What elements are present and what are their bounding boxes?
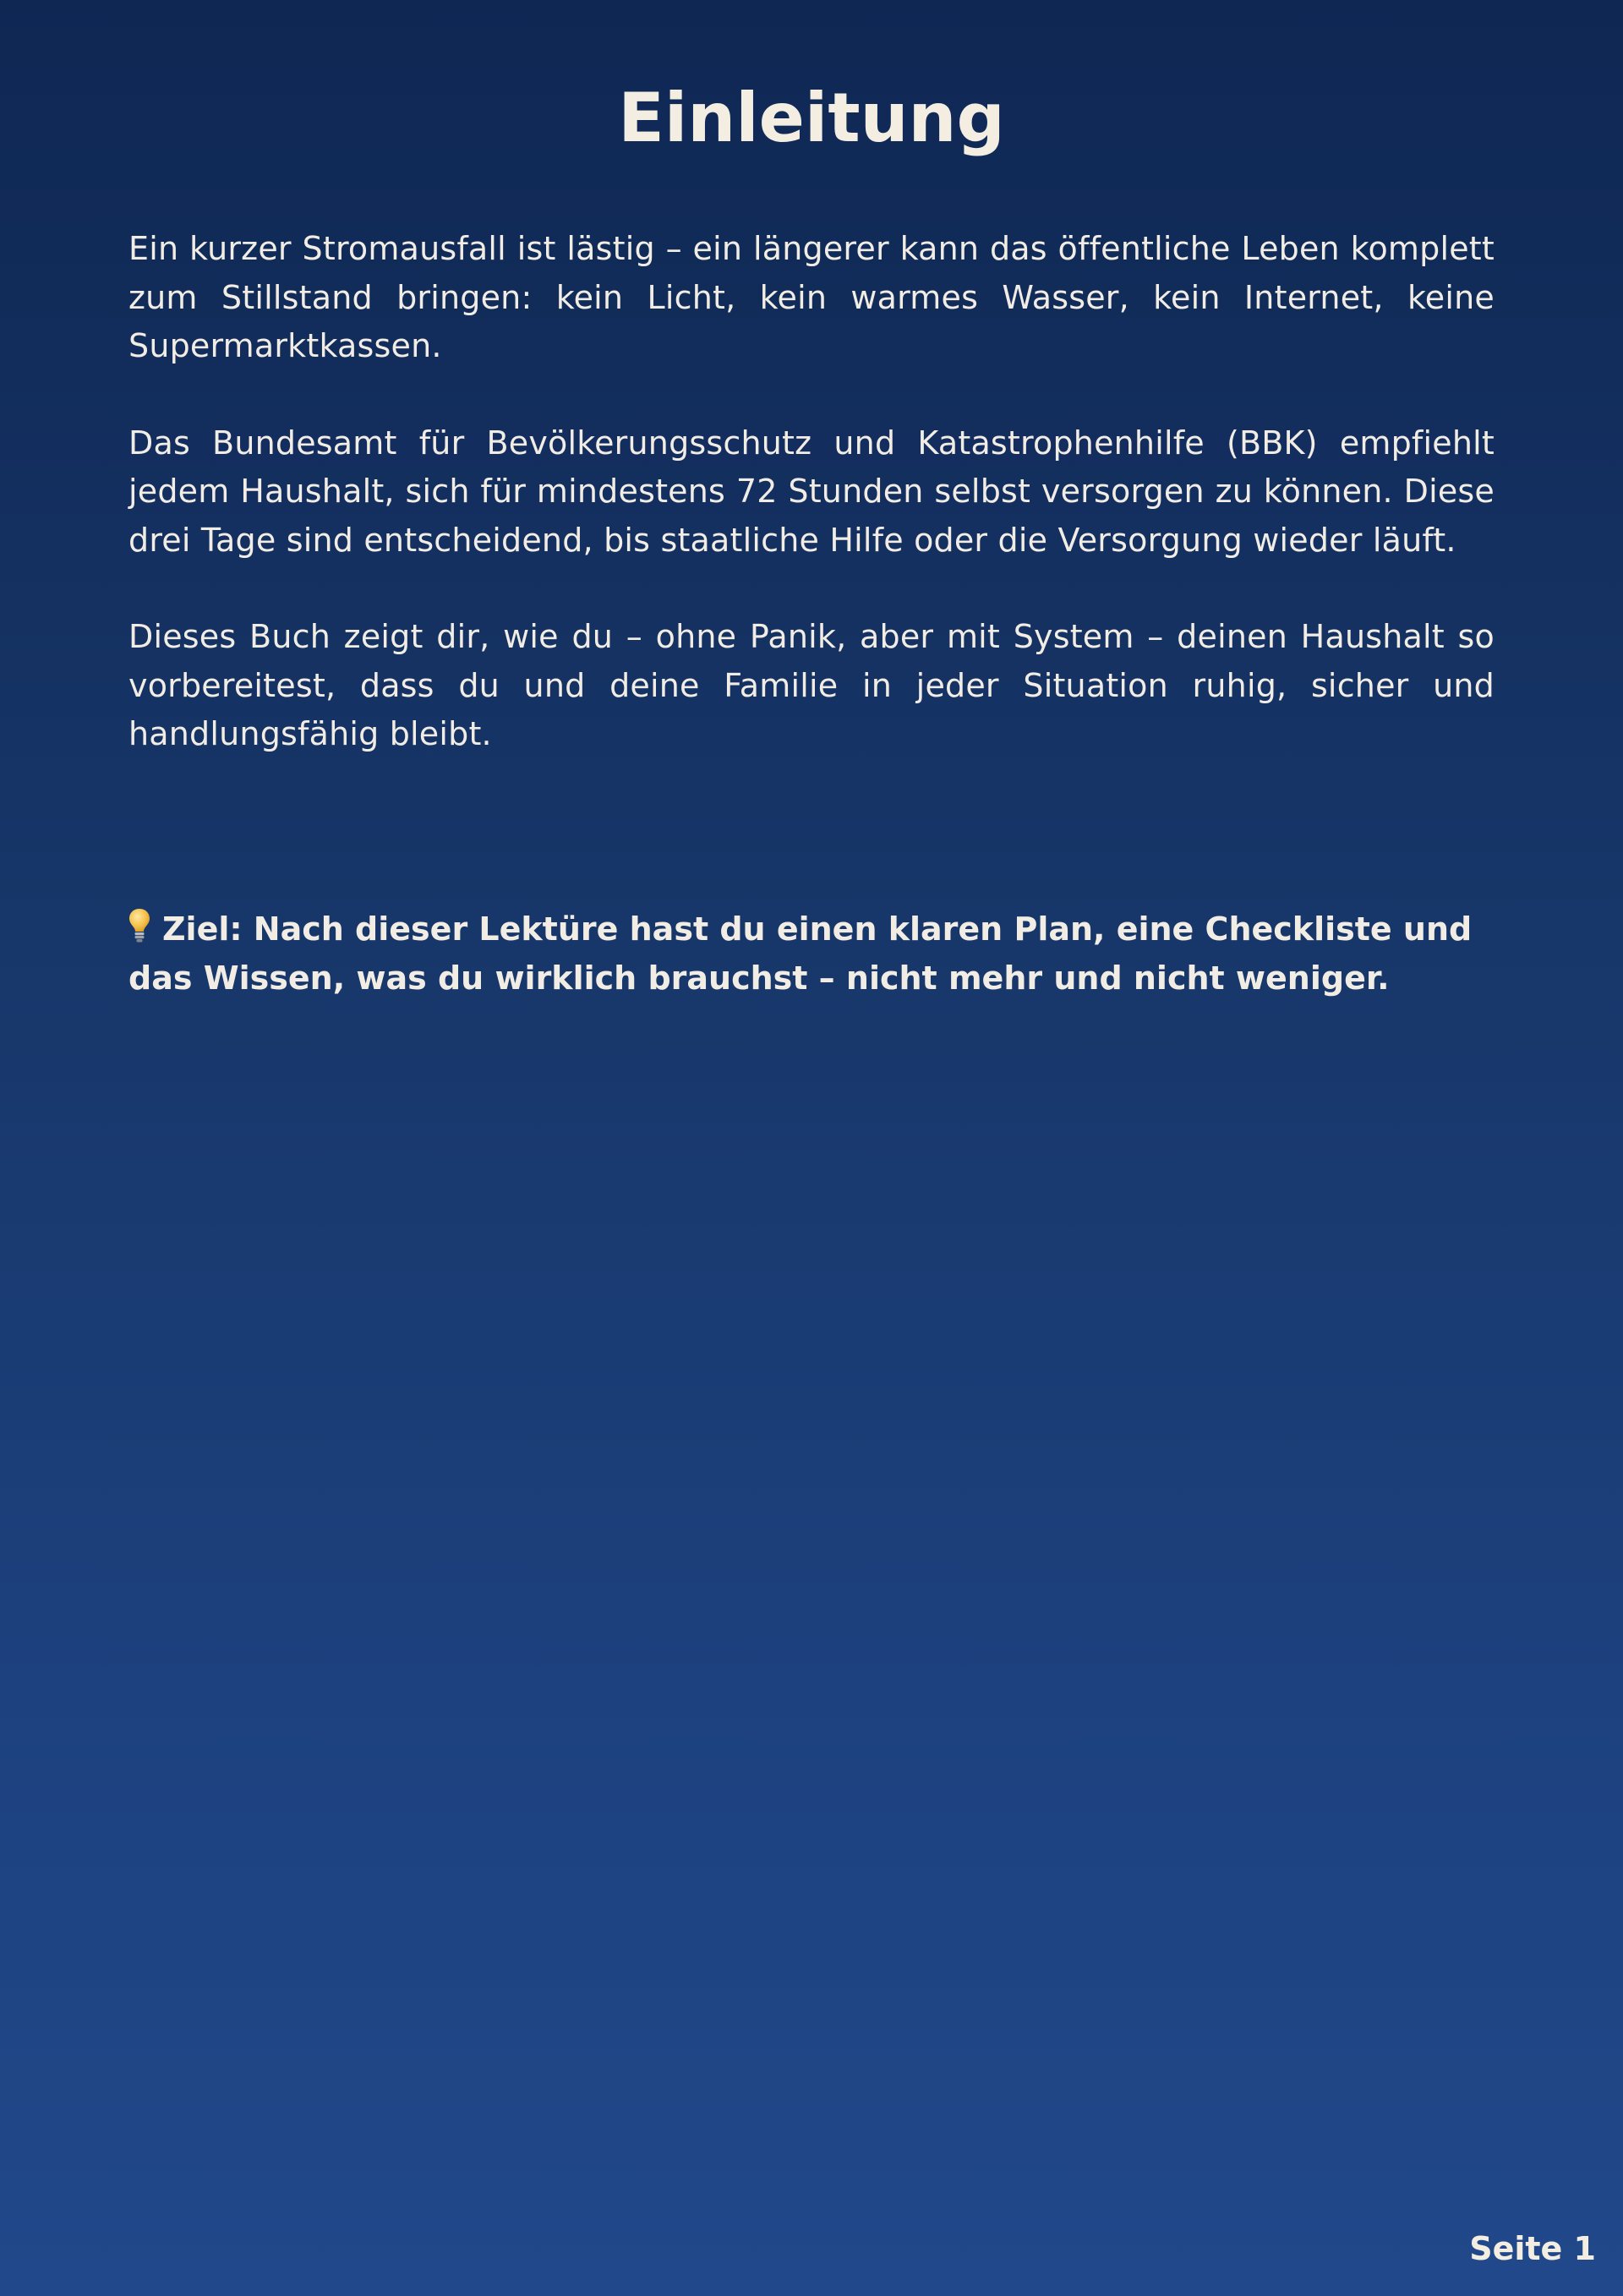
paragraph-2: Das Bundesamt für Bevölkerungsschutz und Katastrophenhilfe (BBK) empfiehlt jedem Haushalt, sich für mindestens 72 Stunden selbst versorgen zu können. Diese drei Tage sind entscheidend, bis staatliche Hilfe oder die Versorgung wieder läuft. bbox=[128, 424, 1495, 559]
paragraph-3: Dieses Buch zeigt dir, wie du – ohne Panik, aber mit System – deinen Haushalt so vorbereitest, dass du und deine Familie in jeder Situation ruhig, sicher und handlungsfähig bleibt. bbox=[128, 618, 1495, 752]
lightbulb-icon bbox=[128, 908, 150, 943]
goal-callout bbox=[128, 905, 1495, 1003]
goal-text: Ziel: Nach dieser Lektüre hast du einen klaren Plan, eine Checkliste und das Wissen, was du wirklich brauchst – nicht mehr und nicht weniger. bbox=[128, 910, 1473, 997]
page-number: Seite 1 bbox=[1469, 2230, 1596, 2267]
body-text bbox=[128, 225, 1495, 807]
paragraph-1: Ein kurzer Stromausfall ist lästig – ein längerer kann das öffentliche Leben komplett zum Stillstand bringen: kein Licht, kein warmes Wasser, kein Internet, keine Supermarktkassen. bbox=[128, 230, 1495, 364]
page-title: Einleitung bbox=[618, 79, 1005, 157]
